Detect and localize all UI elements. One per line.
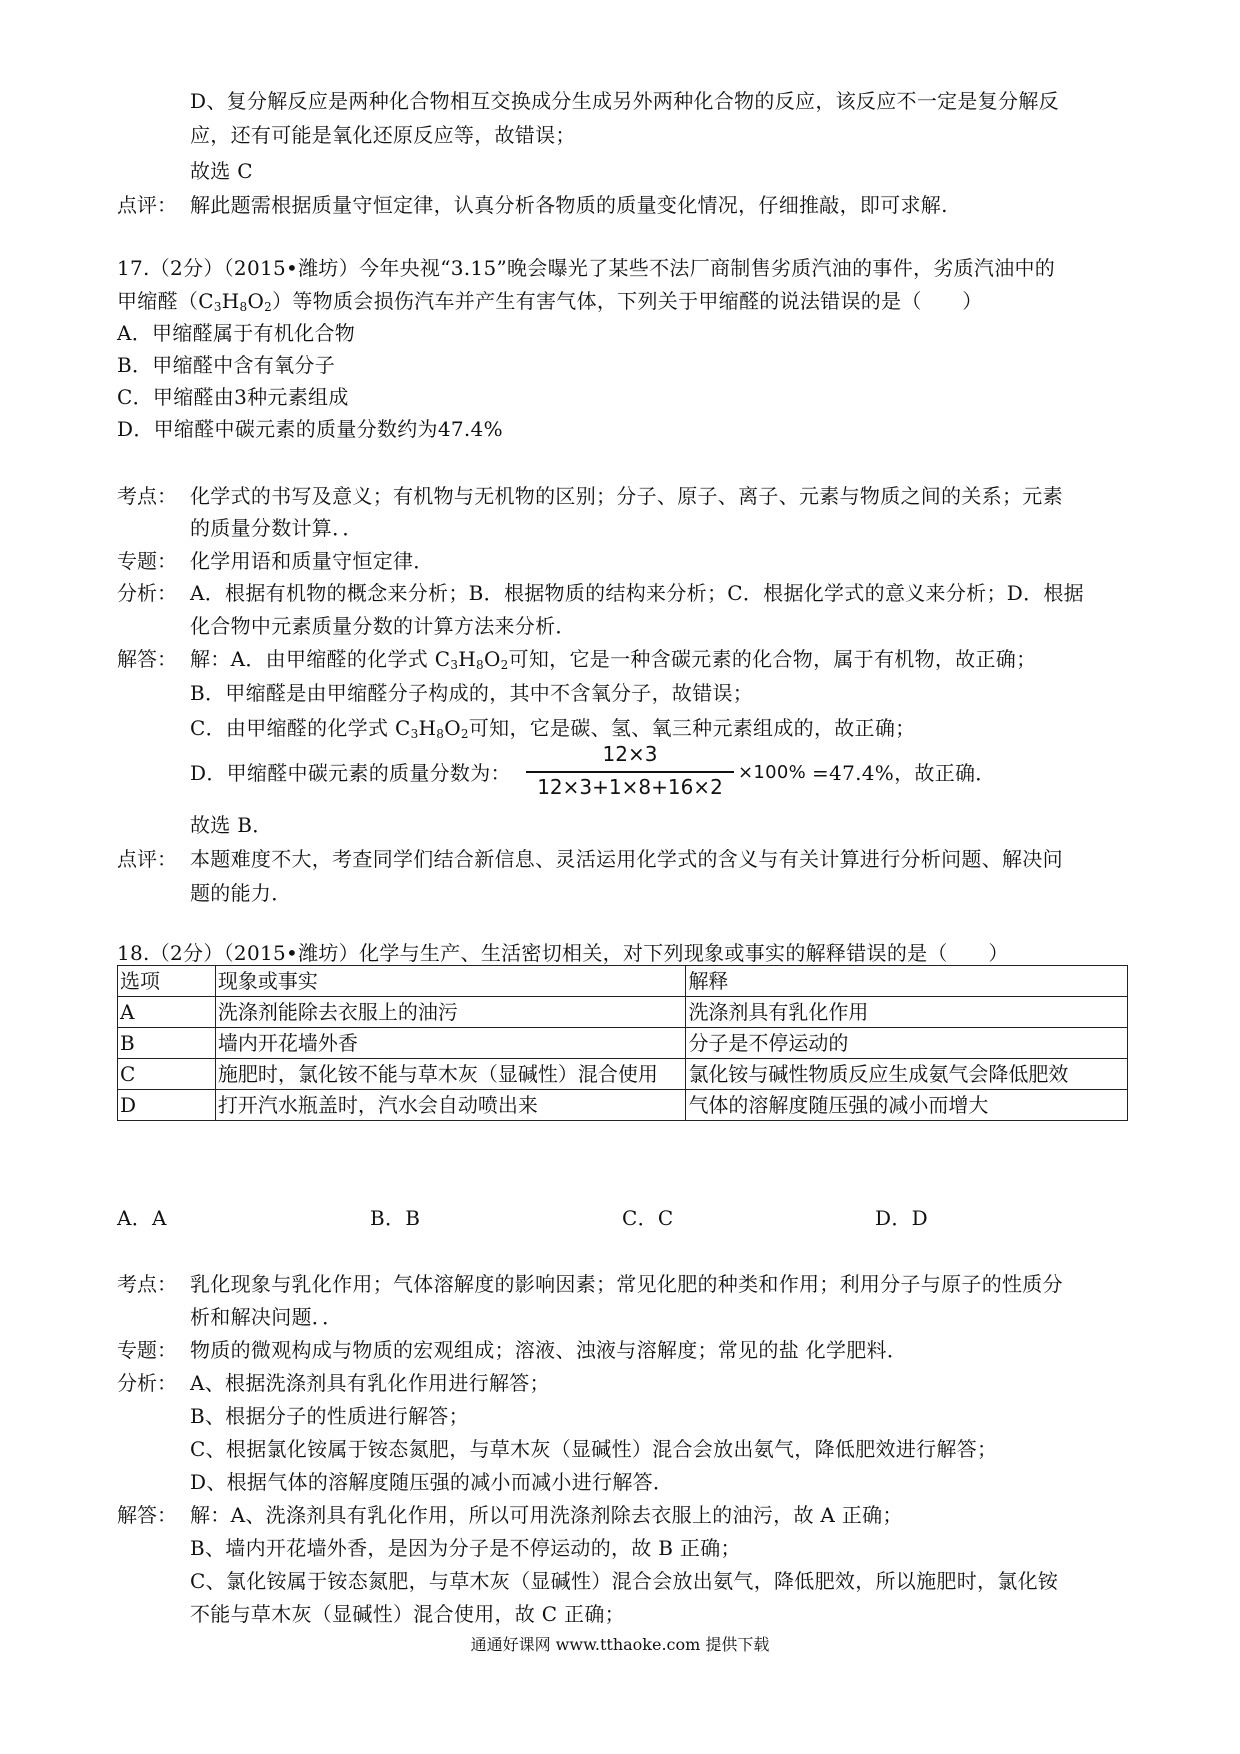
q16-comment: 解此题需根据质量守恒定律，认真分析各物质的质量变化情况，仔细推敲，即可求解.: [190, 193, 948, 217]
q17-comment-label: 点评：: [117, 847, 177, 871]
q18-options-table: [117, 965, 1128, 1121]
table-cell: 洗涤剂具有乳化作用: [686, 997, 1128, 1028]
q16-answer: 故选 C: [190, 159, 253, 183]
q18-fenxi-item: C、根据氯化铵属于铵态氮肥，与草木灰（显碱性）混合会放出氨气，降低肥效进行解答；: [190, 1437, 998, 1461]
table-row: [118, 1090, 1128, 1121]
table-header-row: [118, 966, 1128, 997]
q16-comment-label: 点评：: [117, 193, 177, 217]
table-cell: D: [118, 1090, 216, 1121]
table-row: [118, 1028, 1128, 1059]
table-cell: C: [118, 1059, 216, 1090]
q17-jieda-c: C．由甲缩醛的化学式 $C_3H_8O_2$可知，它是碳、氢、氧三种元素组成的，故正确；: [190, 716, 916, 741]
table-cell: 洗涤剂能除去衣服上的油污: [215, 997, 686, 1028]
fraction-denominator: 12×3+1×8+16×2: [537, 775, 723, 799]
q17-stem-line2: 甲缩醛$(C_3H_8O_2)$等物质会损伤汽车并产生有害气体，下列关于甲缩醛的说法错误的是（ ）: [117, 289, 983, 314]
fraction-numerator: 12×3: [602, 742, 658, 766]
q18-kaodian-line2: 析和解决问题．．: [190, 1305, 343, 1329]
q17-fenxi-line2: 化合物中元素质量分数的计算方法来分析．: [190, 614, 576, 638]
q17-times-hundred: ×100%: [738, 762, 807, 783]
q18-kaodian-label: 考点：: [117, 1272, 177, 1296]
q18-fenxi-label: 分析：: [117, 1371, 177, 1395]
table-row: [118, 1059, 1128, 1090]
q18-zhuanti: 物质的微观构成与物质的宏观组成；溶液、浊液与溶解度；常见的盐 化学肥料．: [190, 1338, 908, 1362]
table-cell: 施肥时，氯化铵不能与草木灰（显碱性）混合使用: [215, 1059, 686, 1090]
q18-stem: 18.（2分）（2015•潍坊）化学与生产、生活密切相关，对下列现象或事实的解释错误的是（ ）: [117, 941, 1009, 965]
q18-jieda-label: 解答：: [117, 1503, 177, 1527]
q18-fenxi-item: B、根据分子的性质进行解答；: [190, 1404, 469, 1428]
q18-jieda-item: 不能与草木灰（显碱性）混合使用，故 C 正确；: [190, 1602, 625, 1626]
q17-fenxi-line1: A．根据有机物的概念来分析；B．根据物质的结构来分析；C．根据化学式的意义来分析；D．根据: [190, 581, 1084, 605]
table-header-cell: 现象或事实: [215, 966, 686, 997]
q18-option-c: C．C: [622, 1206, 674, 1230]
table-cell: 墙内开花墙外香: [215, 1028, 686, 1059]
q17-stem-line1: 17.（2分）（2015•潍坊）今年央视“3.15”晚会曝光了某些不法厂商制售劣质汽油的事件，劣质汽油中的: [117, 256, 1056, 280]
table-header-cell: 解释: [686, 966, 1128, 997]
q18-option-a: A．A: [117, 1206, 167, 1230]
table-cell: A: [118, 997, 216, 1028]
table-cell: 气体的溶解度随压强的减小而增大: [686, 1090, 1128, 1121]
q17-fenxi-label: 分析：: [117, 581, 177, 605]
q17-jieda-d-prefix: D．甲缩醛中碳元素的质量分数为：: [190, 761, 511, 785]
q17-jieda-b: B．甲缩醛是由甲缩醛分子构成的，其中不含氧分子，故错误；: [190, 681, 754, 705]
page-footer: 通通好课网 www.tthaoke.com 提供下载: [470, 1635, 770, 1654]
table-header-cell: 选项: [118, 966, 216, 997]
q18-jieda-item: 解：A、洗涤剂具有乳化作用，所以可用洗涤剂除去衣服上的油污，故 A 正确；: [190, 1503, 903, 1527]
table-cell: B: [118, 1028, 216, 1059]
q17-jieda-label: 解答：: [117, 647, 177, 671]
q17-kaodian-line2: 的质量分数计算．．: [190, 516, 363, 540]
q17-answer: 故选 B．: [190, 813, 273, 837]
q18-option-d: D．D: [875, 1206, 928, 1230]
q17-option-a: A．甲缩醛属于有机化合物: [117, 321, 356, 345]
q17-zhuanti-label: 专题：: [117, 549, 177, 573]
q18-jieda-item: B、墙内开花墙外香，是因为分子是不停运动的，故 B 正确；: [190, 1536, 741, 1560]
q18-fenxi-item: D、根据气体的溶解度随压强的减小而减小进行解答．: [190, 1470, 674, 1494]
q17-comment-line1: 本题难度不大，考查同学们结合新信息、灵活运用化学式的含义与有关计算进行分析问题、解决问: [190, 847, 1063, 871]
q17-jieda-a: 解：A．由甲缩醛的化学式 $C_3H_8O_2$可知，它是一种含碳元素的化合物，属于有机物，故正确；: [190, 647, 1037, 672]
q18-jieda-item: C、氯化铵属于铵态氮肥，与草木灰（显碱性）混合会放出氨气，降低肥效，所以施肥时，氯化铵: [190, 1569, 1059, 1593]
table-cell: 分子是不停运动的: [686, 1028, 1128, 1059]
q17-option-d: D．甲缩醛中碳元素的质量分数约为47.4%: [117, 417, 503, 441]
q16-option-d-line1: D、复分解反应是两种化合物相互交换成分生成另外两种化合物的反应，该反应不一定是复分解反: [190, 89, 1059, 113]
table-cell: 打开汽水瓶盖时，汽水会自动喷出来: [215, 1090, 686, 1121]
q18-option-b: B．B: [370, 1206, 421, 1230]
q17-jieda-d-result: =47.4%，故正确．: [812, 761, 996, 785]
q17-option-c: C．甲缩醛由3种元素组成: [117, 385, 349, 409]
q18-fenxi-item: A、根据洗涤剂具有乳化作用进行解答；: [190, 1371, 550, 1395]
fraction-bar: [526, 771, 734, 773]
q17-option-b: B．甲缩醛中含有氧分子: [117, 353, 335, 377]
q17-zhuanti: 化学用语和质量守恒定律．: [190, 549, 434, 573]
q17-kaodian-label: 考点：: [117, 484, 177, 508]
q17-kaodian-line1: 化学式的书写及意义；有机物与无机物的区别；分子、原子、离子、元素与物质之间的关系；元素: [190, 484, 1063, 508]
table-cell: 氯化铵与碱性物质反应生成氨气会降低肥效: [686, 1059, 1128, 1090]
q18-zhuanti-label: 专题：: [117, 1338, 177, 1362]
q16-option-d-line2: 应，还有可能是氧化还原反应等，故错误；: [190, 123, 576, 147]
table-row: [118, 997, 1128, 1028]
q18-kaodian-line1: 乳化现象与乳化作用；气体溶解度的影响因素；常见化肥的种类和作用；利用分子与原子的性质分: [190, 1272, 1063, 1296]
q17-comment-line2: 题的能力．: [190, 881, 292, 905]
